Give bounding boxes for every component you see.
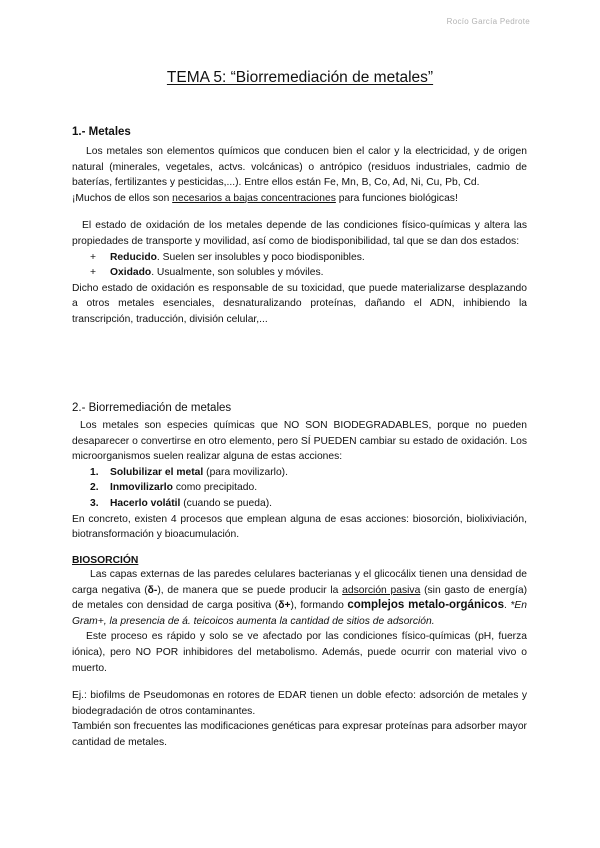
bio-text-d: ), formando <box>290 600 348 612</box>
biosorcion-heading <box>72 555 138 566</box>
item-term: Inmovilizarlo <box>110 482 173 494</box>
item-text: (cuando se pueda). <box>180 497 272 509</box>
bullet-mark: + <box>90 267 97 279</box>
biosorcion-paragraph-1 <box>72 567 527 629</box>
section-2-body <box>72 418 527 543</box>
section-1-paragraph-3: El estado de oxidación de los metales depende de las condiciones físico-químicas y altera las propiedades de transporte y movilidad, así como de biodisponibilidad, tal que se dan dos estados: <box>72 220 527 247</box>
section-1-body <box>72 144 527 328</box>
page-title <box>0 69 600 87</box>
reducido-term: Reducido <box>110 251 157 263</box>
bio-text-b: ), de manera que se puede producir la <box>157 584 343 596</box>
section-2-heading: 2.- Biorremediación de metales <box>72 402 232 414</box>
section-1-paragraph-4: Dicho estado de oxidación es responsable de su toxicidad, que puede materializarse desplazando a otros metales esenciales, desnaturalizando proteínas, dañando el ADN, inhibiendo la transcripción, traducción, división celular,... <box>72 282 527 325</box>
section-2-paragraph-1: Los metales son especies químicas que NO SON BIODEGRADABLES, porque no pueden desaparecer o convertirse en otro elemento, pero SÍ PUEDEN cambiar su estado de oxidación. Los microorganismos suelen realizar alguna de estas acciones: <box>72 420 527 463</box>
list-item <box>90 250 527 266</box>
bio-text-c: (sin gasto de energía) de metales con densidad de carga positiva ( <box>72 584 527 612</box>
list-item <box>90 496 527 512</box>
p2-end: para funciones biológicas! <box>335 192 458 204</box>
page-title-text: TEMA 5: “Biorremediación de metales” <box>166 69 434 86</box>
item-number: 3. <box>90 497 99 509</box>
actions-list <box>72 465 527 512</box>
item-term: Solubilizar el metal <box>110 466 204 478</box>
item-text: como precipitado. <box>172 482 258 494</box>
list-item <box>90 465 527 481</box>
oxidado-text: . Usualmente, son solubles y móviles. <box>151 267 324 279</box>
delta-negative: δ- <box>147 584 158 596</box>
list-item <box>90 480 527 496</box>
complejos-term: complejos metalo-orgánicos <box>347 599 504 612</box>
item-number: 1. <box>90 466 99 478</box>
section-1-paragraph-1: Los metales son elementos químicos que conducen bien el calor y la electricidad, y de origen natural (minerales, vegetales, actvs. volcánicas) o antrópico (residuos industriales, cadmio de baterías, fertilizantes y pesticidas,...). Entre ellos están Fe, Mn, B, Co, Ad, Ni, Cu, Pb, Cd. <box>72 146 527 189</box>
p2-underlined: necesarios a bajas concentraciones <box>172 192 336 204</box>
bio-text-e: . <box>503 600 511 612</box>
p2-start: ¡Muchos de ellos son <box>72 192 173 204</box>
bio-text-a: Las capas externas de las paredes celulares bacterianas y el glicocálix tienen una densidad de carga negativa ( <box>72 569 527 596</box>
bullet-mark: + <box>90 251 97 263</box>
oxidation-states-list <box>72 250 527 281</box>
delta-positive: δ+ <box>278 600 291 612</box>
list-item <box>90 265 527 281</box>
biosorcion-heading-text: BIOSORCIÓN <box>72 555 139 566</box>
biosorcion-body <box>72 567 527 751</box>
biosorcion-paragraph-3: Ej.: biofilms de Pseudomonas en rotores de EDAR tienen un doble efecto: adsorción de metales y biodegradación de otros contaminantes. <box>72 690 527 717</box>
reducido-text: . Suelen ser insolubles y poco biodisponibles. <box>156 251 365 263</box>
biosorcion-paragraph-4: También son frecuentes las modificaciones genéticas para expresar proteínas para adsorber mayor cantidad de metales. <box>72 721 527 748</box>
biosorcion-paragraph-2: Este proceso es rápido y solo se ve afectado por las condiciones físico-químicas (pH, fuerza iónica), pero NO POR inhibidores del metabolismo. Además, puede ocurrir con material vivo o muerto. <box>72 631 527 674</box>
item-text: (para movilizarlo). <box>203 466 288 478</box>
item-number: 2. <box>90 482 99 494</box>
section-1-heading: 1.- Metales <box>72 126 131 138</box>
author-name: Rocío García Pedrote <box>446 17 530 26</box>
gram-note: *En Gram+, la presencia de á. teicoicos aumenta la cantidad de sitios de adsorción. <box>72 600 527 627</box>
item-term: Hacerlo volátil <box>110 497 181 509</box>
oxidado-term: Oxidado <box>110 267 152 279</box>
adsorcion-pasiva: adsorción pasiva <box>342 584 421 596</box>
section-2-paragraph-2: En concreto, existen 4 procesos que emplean alguna de esas acciones: biosorción, biolixiviación, biotransformación y bioacumulación. <box>72 513 527 541</box>
section-1-paragraph-2 <box>72 191 527 207</box>
